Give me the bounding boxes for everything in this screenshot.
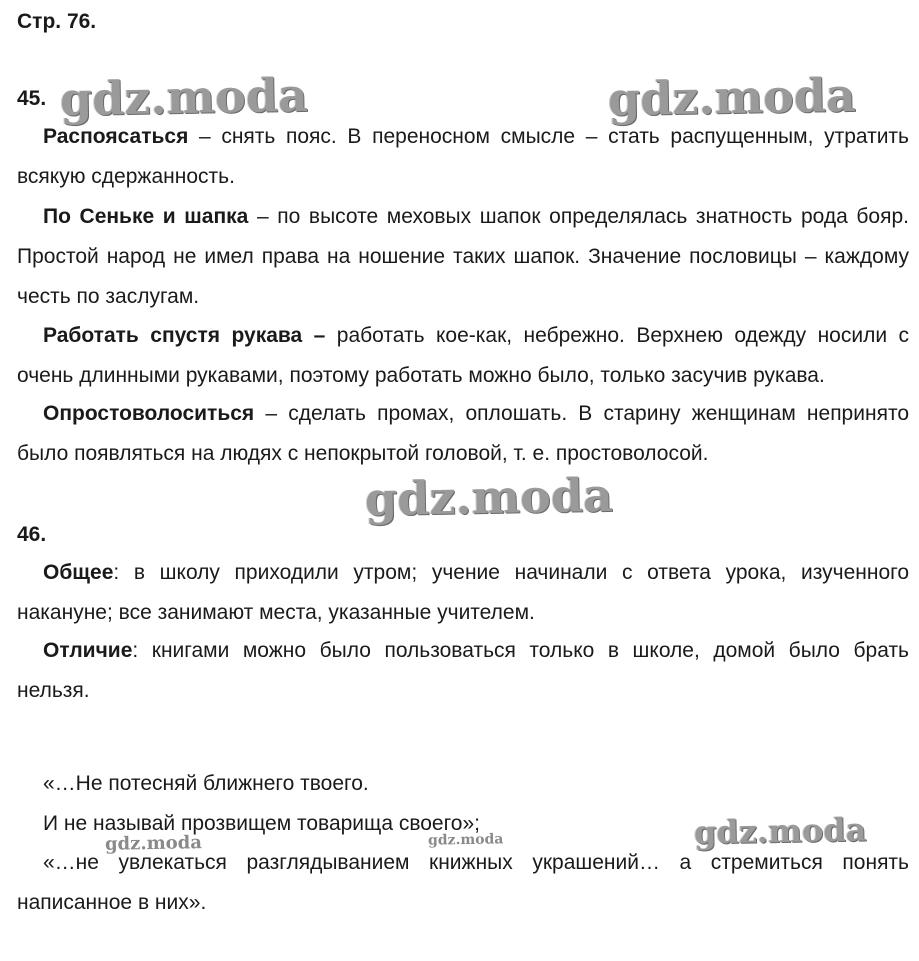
exercise-45-number: 45. [17,87,47,110]
separator: : [132,639,152,662]
term: Распоясаться [43,125,189,148]
definition: работать кое-как, небрежно. Верхнею одежду носили с очень длинными рукавами, поэтому работать можно было, только засучив рукава. [17,324,910,387]
definition: книгами можно было пользоваться только в школе, домой было брать нельзя. [17,639,910,702]
ex46-item-2 [17,631,909,711]
separator: : [113,561,134,584]
definition: по высоте меховых шапок определялась знатность рода бояр. Простой народ не имел права на ношение таких шапок. Значение пословицы – каждому честь по заслугам. [17,205,909,308]
watermark: gdz.moda [104,832,203,855]
ex45-item-2 [17,197,909,317]
definition: снять пояс. В переносном смысле – стать распущенным, утратить всякую сдержанность. [17,125,909,188]
term: Общее [43,561,114,584]
watermark: gdz.moda [59,67,309,127]
ex46-item-1 [17,553,909,633]
dash [325,324,336,347]
quote-line-1: «…Не потесняй ближнего твоего. [43,772,369,795]
quote-line-2: И не называй прозвищем товарища своего»; [43,812,481,835]
dash: – [248,205,278,228]
term: По Сеньке и шапка [43,205,249,228]
definition: сделать промах, оплошать. В старину женщинам непринято было появляться на людях с непокрытой головой, т. е. простоволосой. [17,402,910,465]
definition: в школу приходили утром; учение начинали с ответа урока, изученного накануне; все занимают места, указанные учителем. [17,561,909,624]
quote-line-3: «…не увлекаться разглядыванием книжных украшений… а стремиться понять написанное в них». [17,851,909,914]
page-reference: Стр. 76. [17,10,97,33]
watermark: gdz.moda [427,831,504,849]
ex45-item-1 [17,117,909,197]
exercise-46-number: 46. [17,523,47,546]
term: Опростоволоситься [43,402,255,425]
term: Отличие [43,639,133,662]
dash: – [254,402,289,425]
ex45-item-3 [17,316,909,396]
watermark: gdz.moda [693,810,867,852]
dash: – [188,125,222,148]
watermark: gdz.moda [607,67,857,127]
ex45-item-4 [17,394,909,474]
term: Работать спустя рукава – [43,324,326,347]
watermark: gdz.moda [364,467,614,527]
